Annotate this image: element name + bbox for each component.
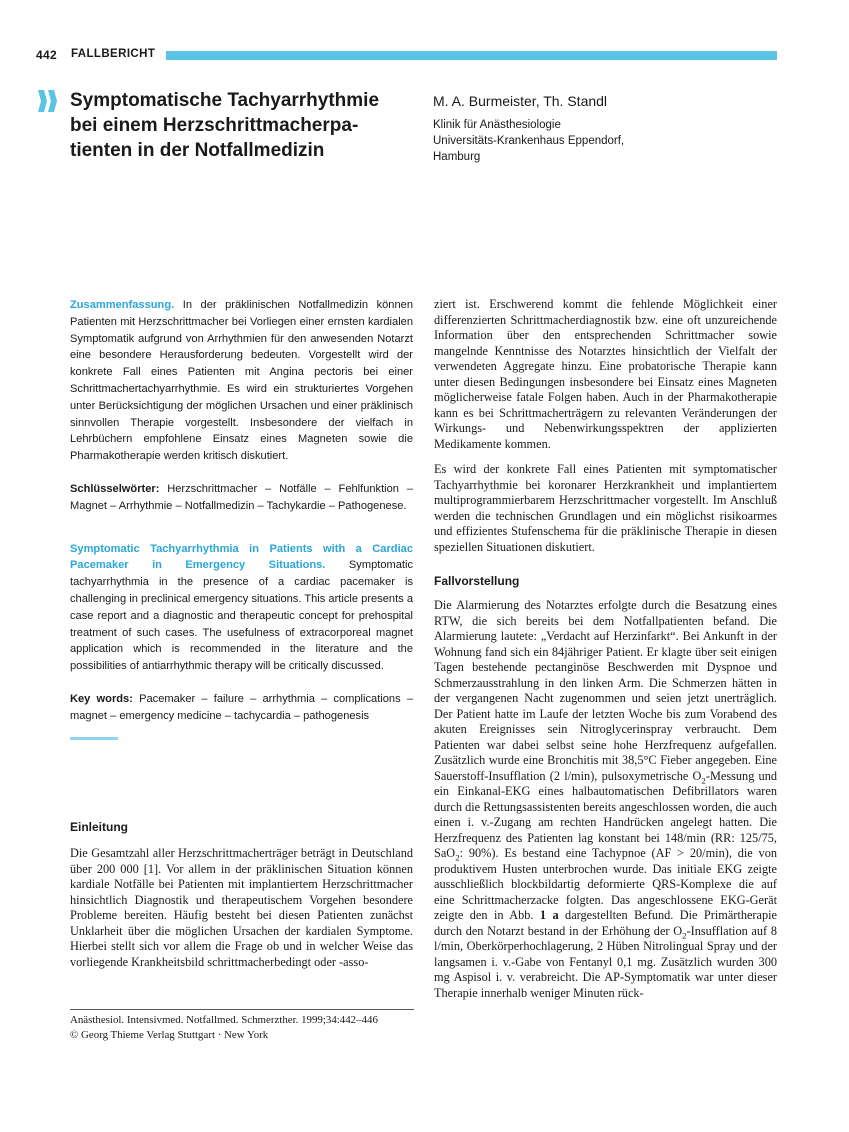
case-paragraph bbox=[434, 598, 777, 1001]
fallvorstellung-heading: Fallvorstellung bbox=[434, 574, 520, 588]
affiliation-line: Klinik für Anästhesiologie bbox=[433, 119, 561, 131]
section-label: FALLBERICHT bbox=[71, 48, 156, 60]
figure-reference: 1 a bbox=[539, 908, 559, 922]
case-text-a: Die Alarmierung des Notarztes erfolgte durch die Besatzung eines RTW, die sich bereits bei dem Notfallpatienten befand. Die Alarmierung lautete: „Verdacht auf Herzinfarkt“. Bei Ankunft in der Wohnung fand sich ein 84jähriger Patient. Er klagte über seit einigen Tagen bestehende pectanginöse Beschwerden mit Dyspnoe und Schmerzausstrahlung in den linken Arm. Die Schmerzen hätten in der vergangenen Nacht zugenommen und seien jetzt unerträglich. Der Patient hatte im Laufe der letzten Woche bis zum Vorabend des akuten Ereignisses sein Nitroglycerinspray verbraucht. Dem Patienten war dabei selbst seine hohe Herzfrequenz aufgefallen. Zusätzlich wurde eine Bronchitis mit 38,5°C Fieber angegeben. Eine Sauerstoff-Insufflation (2 l/min), pulsoxymetrische O bbox=[434, 598, 777, 783]
keywords-de bbox=[70, 481, 413, 515]
page-number: 442 bbox=[36, 48, 57, 62]
copyright: © Georg Thieme Verlag Stuttgart · New York bbox=[70, 1029, 269, 1041]
case-text-e: -Insufflation auf 8 l/min, Oberkörperhochlagerung, 2 Hüben Nitrolingual Spray und der langsamen i. v.-Gabe von Fentanyl 0,1 mg. Zusätzlich wurden 300 mg Aspisol i. v. verabreicht. Die AP-Symptomatik war unter dieser Therapie innerhalb weniger Minuten rück- bbox=[434, 923, 777, 1000]
affiliation bbox=[433, 117, 624, 165]
title-line: tienten in der Notfallmedizin bbox=[70, 140, 325, 161]
abstract-en bbox=[70, 541, 413, 675]
subscript-2: 2 bbox=[682, 929, 687, 940]
subscript-2: 2 bbox=[701, 774, 706, 785]
case-text-b: -Messung und ein Einkanal-EKG eines halbautomatischen Defibrillators waren durch die Rettungsassistenten bereits angeschlossen worden, die auch einen i. v.-Zugang am rechten Handrücken angelegt hatten. Die Herzfrequenz des Patienten lag konstant bei 148/min (RR: 125/75, SaO bbox=[434, 768, 778, 860]
abstract-de bbox=[70, 297, 413, 465]
title-line: bei einem Herzschrittmacherpa- bbox=[70, 115, 359, 136]
keywords-de-text: Herzschrittmacher – Notfälle – Fehlfunktion – Magnet – Arrhythmie – Notfallmedizin – Tachykardie – Pathogenese. bbox=[70, 482, 413, 512]
affiliation-line: Hamburg bbox=[433, 151, 481, 163]
section-divider bbox=[70, 737, 118, 740]
intro-paragraph-1: ziert ist. Erschwerend kommt die fehlende Möglichkeit einer differenzierten Schrittmacherdiagnostik bzw. eine oft unzureichende Information über den entsprechenden Schrittmacher sowie mangelnde Kenntnisse des Notarztes hinsichtlich der Vielfalt der verwendeten Aggregate hinzu. Eine probatorische Therapie kann unter diesen Bedingungen insbesondere bei Einsatz eines Magneten möglicherweise fatale Folgen haben. Auch in der Pharmakotherapie kann es bei Schrittmacherträgern zu relevanten Veränderungen der Wirkungs- und Nebenwirkungsspektren der applizierten Medikamente kommen. bbox=[434, 297, 777, 451]
authors: M. A. Burmeister, Th. Standl bbox=[433, 93, 608, 109]
abstract-de-text: In der präklinischen Notfallmedizin können Patienten mit Herzschrittmacher bei Vorliegen einer ernsten kardialen Symptomatik aufgrund von Arrhythmien für den anwesenden Notarzt eine besondere Herausforderung bedeuten. Vorgestellt wird der konkrete Fall eines Patienten mit Angina pectoris bei einer Schrittmachertachyarrhythmie. Es wird ein strukturiertes Vorgehen unter Berücksichtigung der möglichen Ursachen und einer präklinisch sinnvollen Therapie vorgestellt. Insbesondere der vielfach in Lehrbüchern empfohlene Einsatz eines Magneten sowie die Pharmakotherapie werden kritisch diskutiert. bbox=[70, 299, 413, 463]
article-title bbox=[70, 88, 420, 163]
keywords-de-label: Schlüsselwörter: bbox=[70, 482, 160, 495]
subscript-2: 2 bbox=[455, 852, 460, 863]
keywords-en-label: Key words: bbox=[70, 692, 133, 705]
left-column bbox=[70, 297, 413, 740]
footer-rule bbox=[70, 1009, 414, 1010]
case-text-d: dargestellten Befund. Die Primärtherapie durch den Notarzt bestand in der Erhöhung der O bbox=[434, 908, 778, 938]
abstract-en-text: Symptomatic tachyarrhythmia in the presence of a cardiac pacemaker is challenging in preclinical emergency situations. This article presents a case report and a diagnostic and therapeutic concept for prehospital treatment of such cases. The usefulness of extracorporeal magnet application which is recommended in the literature and the possibilities of antiarrhythmic therapy will be critically discussed. bbox=[70, 559, 413, 673]
einleitung-heading: Einleitung bbox=[70, 820, 128, 834]
affiliation-line: Universitäts-Krankenhaus Eppendorf, bbox=[433, 135, 625, 147]
einleitung-text: Die Gesamtzahl aller Herzschrittmacherträger beträgt in Deutschland über 200 000 [1]. Vor allem in der präklinischen Situation können kardiale Notfälle bei Patienten mit implantiertem Herzschrittmacher hinsichtlich Diagnostik und therapeutischem Vorgehen besondere Probleme bereiten. Häufig besteht bei diesen Patienten zunächst Unklarheit über die möglichen Ursachen der kardialen Symptome. Hierbei stellt sich vor allem die Frage ob und in welcher Weise das vorliegende Krankheitsbild schrittmacherbedingt oder -asso- bbox=[70, 846, 413, 969]
intro-paragraph-2: Es wird der konkrete Fall eines Patienten mit symptomatischer Tachyarrhythmie bei koronarer Herzkrankheit und implantiertem multiprogrammierbarem Herzschrittmacher vorgestellt. Im Anschluß werden die technischen Grundlagen und ein möglichst risikoarmes und effizientes Stufenschema für die präklinische Therapie in diesen speziellen Situationen diskutiert. bbox=[434, 462, 777, 554]
einleitung-section bbox=[70, 820, 413, 970]
journal-citation: Anästhesiol. Intensivmed. Notfallmed. Schmerzther. 1999;34:442–446 bbox=[70, 1014, 378, 1026]
case-text-c: : 90%). Es bestand eine Tachypnoe (AF > 20/min), die von produktivem Husten unterbrochen wurde. Das initiale EKG zeigte ausschließlich blockbildartig deformierte QRS-Komplexe die auf eine Schrittmacherzacke folgten. Das angeschlossene EKG-Gerät zeigte den in Abb. bbox=[434, 846, 777, 922]
title-line: Symptomatische Tachyarrhythmie bbox=[70, 90, 380, 111]
abstract-en-title: Symptomatic Tachyarrhythmia in Patients with a Cardiac Pacemaker in Emergency Situations. bbox=[70, 542, 413, 572]
header-accent-bar bbox=[166, 51, 777, 60]
double-chevron-icon bbox=[36, 90, 60, 112]
right-column bbox=[434, 297, 777, 1001]
abstract-de-label: Zusammenfassung. bbox=[70, 299, 175, 311]
keywords-en bbox=[70, 691, 413, 725]
keywords-en-text: Pacemaker – failure – arrhythmia – complications – magnet – emergency medicine – tachycardia – pathogenesis bbox=[70, 692, 413, 722]
